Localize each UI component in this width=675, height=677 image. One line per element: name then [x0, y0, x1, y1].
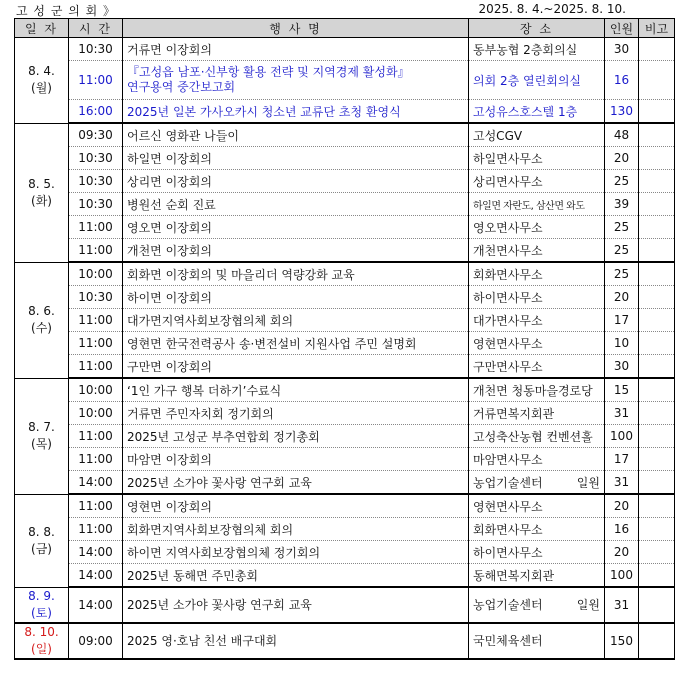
table-row: [15, 262, 675, 286]
event-name: 마암면 이장회의: [123, 448, 469, 471]
table-row: [15, 494, 675, 518]
event-place: 대가면사무소: [469, 309, 605, 332]
event-place: 동부농협 2층회의실: [469, 38, 605, 61]
event-place: 개천면사무소: [469, 239, 605, 263]
event-place: 농업기술센터 일원: [469, 471, 605, 495]
event-count: 25: [605, 170, 639, 193]
event-place: 의회 2층 열린회의실: [469, 61, 605, 100]
event-count: 20: [605, 286, 639, 309]
event-count: 20: [605, 541, 639, 564]
table-row: [15, 38, 675, 61]
event-note: [639, 239, 675, 263]
event-note: [639, 262, 675, 286]
event-place: 농업기술센터 일원: [469, 587, 605, 623]
event-place: 거류면복지회관: [469, 402, 605, 425]
day-date: 8. 5.: [28, 176, 55, 191]
day-date: 8. 6.: [28, 304, 55, 318]
table-row: [15, 448, 675, 471]
event-count: 100: [605, 564, 639, 588]
event-name: 하이면 지역사회보장협의체 정기회의: [123, 541, 469, 564]
table-row: [15, 378, 675, 402]
day-weekday: (일): [31, 641, 52, 656]
event-name: 상리면 이장회의: [123, 170, 469, 193]
event-place: 국민체육센터: [469, 623, 605, 659]
event-time: 11:00: [69, 61, 123, 100]
event-count: 16: [605, 518, 639, 541]
table-row: [15, 355, 675, 379]
day-cell: [15, 38, 69, 124]
event-time: 14:00: [69, 471, 123, 495]
event-place: 상리면사무소: [469, 170, 605, 193]
table-row: [15, 402, 675, 425]
event-count: 130: [605, 100, 639, 124]
event-count: 100: [605, 425, 639, 448]
event-name: 병원선 순회 진료: [123, 193, 469, 216]
event-count: 48: [605, 123, 639, 147]
table-row: [15, 518, 675, 541]
event-name: 회화면지역사회보장협의체 회의: [123, 518, 469, 541]
event-name: 구만면 이장회의: [123, 355, 469, 379]
event-note: [639, 378, 675, 402]
event-place: 구만면사무소: [469, 355, 605, 379]
event-count: 20: [605, 494, 639, 518]
event-count: 15: [605, 378, 639, 402]
event-note: [639, 564, 675, 588]
event-name: 영현면 한국전력공사 송·변전설비 지원사업 주민 설명회: [123, 332, 469, 355]
table-row: [15, 286, 675, 309]
event-count: 17: [605, 309, 639, 332]
event-note: [639, 286, 675, 309]
event-note: [639, 541, 675, 564]
event-note: [639, 587, 675, 623]
day-weekday: (월): [31, 81, 52, 96]
table-row: [15, 239, 675, 263]
event-time: 11:00: [69, 355, 123, 379]
event-place: 동해면복지회관: [469, 564, 605, 588]
event-note: [639, 147, 675, 170]
event-place: 하일면 자란도, 삼산면 와도: [469, 193, 605, 216]
table-row: [15, 309, 675, 332]
event-count: 30: [605, 38, 639, 61]
table-row: [15, 332, 675, 355]
event-time: 11:00: [69, 448, 123, 471]
event-note: [639, 123, 675, 147]
event-name: 거류면 이장회의: [123, 38, 469, 61]
event-note: [639, 518, 675, 541]
table-row: [15, 100, 675, 124]
col-place-header: 장 소: [469, 19, 605, 38]
event-count: 25: [605, 262, 639, 286]
event-note: [639, 309, 675, 332]
day-weekday: (수): [31, 321, 52, 335]
event-name: 2025년 소가야 꽃사랑 연구회 교육: [123, 587, 469, 623]
event-count: 150: [605, 623, 639, 659]
event-note: [639, 38, 675, 61]
event-time: 14:00: [69, 564, 123, 588]
event-count: 30: [605, 355, 639, 379]
event-count: 20: [605, 147, 639, 170]
table-row: [15, 216, 675, 239]
schedule-table: [14, 18, 675, 660]
table-header-row: [15, 19, 675, 38]
table-row: [15, 61, 675, 100]
event-name: 『고성읍 남포·신부항 활용 전략 및 지역경제 활성화』 연구용역 중간보고회: [123, 61, 469, 100]
event-place: 하이면사무소: [469, 286, 605, 309]
event-name: 2025 영·호남 친선 배구대회: [123, 623, 469, 659]
col-event-header: 행 사 명: [123, 19, 469, 38]
event-note: [639, 623, 675, 659]
event-place: 마암면사무소: [469, 448, 605, 471]
table-row: [15, 587, 675, 623]
council-title: 고 성 군 의 회 》: [16, 4, 117, 18]
event-note: [639, 425, 675, 448]
day-cell: [15, 587, 69, 623]
col-date-header: 일 자: [15, 19, 69, 38]
event-place: 회화면사무소: [469, 262, 605, 286]
event-place: 고성CGV: [469, 123, 605, 147]
event-time: 09:00: [69, 623, 123, 659]
event-name: 2025년 고성군 부추연합회 정기총회: [123, 425, 469, 448]
event-count: 25: [605, 239, 639, 263]
table-row: [15, 147, 675, 170]
day-date: 8. 7.: [28, 420, 55, 434]
table-row: [15, 623, 675, 659]
event-time: 11:00: [69, 518, 123, 541]
day-cell: [15, 378, 69, 494]
event-count: 25: [605, 216, 639, 239]
event-time: 09:30: [69, 123, 123, 147]
event-name: 어르신 영화관 나들이: [123, 123, 469, 147]
event-place: 고성유스호스텔 1층: [469, 100, 605, 124]
event-name: 하이면 이장회의: [123, 286, 469, 309]
event-count: 10: [605, 332, 639, 355]
col-note-header: 비고: [639, 19, 675, 38]
event-time: 11:00: [69, 309, 123, 332]
event-place: 고성축산농협 컨벤션홀: [469, 425, 605, 448]
day-date: 8. 8.: [28, 524, 55, 539]
event-time: 10:30: [69, 286, 123, 309]
event-place: 영현면사무소: [469, 332, 605, 355]
event-name: 영오면 이장회의: [123, 216, 469, 239]
event-time: 10:30: [69, 193, 123, 216]
event-time: 10:00: [69, 262, 123, 286]
event-note: [639, 170, 675, 193]
day-cell: [15, 623, 69, 659]
event-time: 10:30: [69, 147, 123, 170]
event-name: 영현면 이장회의: [123, 494, 469, 518]
event-time: 10:00: [69, 402, 123, 425]
event-note: [639, 402, 675, 425]
event-name: 2025년 동해면 주민총회: [123, 564, 469, 588]
event-name: 회화면 이장회의 및 마을리더 역량강화 교육: [123, 262, 469, 286]
day-cell: [15, 494, 69, 587]
event-time: 11:00: [69, 239, 123, 263]
event-time: 11:00: [69, 332, 123, 355]
table-row: [15, 541, 675, 564]
page-header: [0, 0, 640, 18]
event-time: 14:00: [69, 587, 123, 623]
event-time: 14:00: [69, 541, 123, 564]
event-time: 11:00: [69, 425, 123, 448]
event-place: 회화면사무소: [469, 518, 605, 541]
event-note: [639, 100, 675, 124]
table-row: [15, 193, 675, 216]
event-note: [639, 61, 675, 100]
event-note: [639, 193, 675, 216]
event-note: [639, 471, 675, 495]
day-date: 8. 9.: [28, 588, 55, 603]
event-name: 하일면 이장회의: [123, 147, 469, 170]
event-count: 16: [605, 61, 639, 100]
event-name: 거류면 주민자치회 정기회의: [123, 402, 469, 425]
day-date: 8. 4.: [28, 64, 55, 79]
date-range: 2025. 8. 4.~2025. 8. 10.: [478, 2, 626, 16]
event-name: 2025년 소가야 꽃사랑 연구회 교육: [123, 471, 469, 495]
event-time: 10:00: [69, 378, 123, 402]
col-time-header: 시 간: [69, 19, 123, 38]
event-count: 39: [605, 193, 639, 216]
day-weekday: (금): [31, 541, 52, 556]
event-time: 11:00: [69, 494, 123, 518]
table-row: [15, 123, 675, 147]
event-place: 하이면사무소: [469, 541, 605, 564]
event-time: 16:00: [69, 100, 123, 124]
event-count: 17: [605, 448, 639, 471]
event-note: [639, 332, 675, 355]
day-weekday: (화): [31, 193, 52, 208]
event-name: 2025년 일본 가사오카시 청소년 교류단 초청 환영식: [123, 100, 469, 124]
event-place: 개천면 청동마을경로당: [469, 378, 605, 402]
event-note: [639, 355, 675, 379]
event-count: 31: [605, 587, 639, 623]
day-weekday: (토): [31, 605, 52, 620]
day-cell: [15, 123, 69, 262]
event-time: 10:30: [69, 38, 123, 61]
event-name: 개천면 이장회의: [123, 239, 469, 263]
event-name: ‘1인 가구 행복 더하기’수료식: [123, 378, 469, 402]
event-name: 대가면지역사회보장협의체 회의: [123, 309, 469, 332]
col-count-header: 인원: [605, 19, 639, 38]
table-row: [15, 170, 675, 193]
event-note: [639, 494, 675, 518]
event-place: 영현면사무소: [469, 494, 605, 518]
table-row: [15, 564, 675, 588]
event-count: 31: [605, 402, 639, 425]
day-weekday: (목): [31, 437, 52, 451]
event-time: 11:00: [69, 216, 123, 239]
event-time: 10:30: [69, 170, 123, 193]
table-row: [15, 425, 675, 448]
table-row: [15, 471, 675, 495]
day-cell: [15, 262, 69, 378]
event-place: 영오면사무소: [469, 216, 605, 239]
event-note: [639, 216, 675, 239]
event-count: 31: [605, 471, 639, 495]
event-note: [639, 448, 675, 471]
event-place: 하일면사무소: [469, 147, 605, 170]
day-date: 8. 10.: [24, 624, 59, 639]
